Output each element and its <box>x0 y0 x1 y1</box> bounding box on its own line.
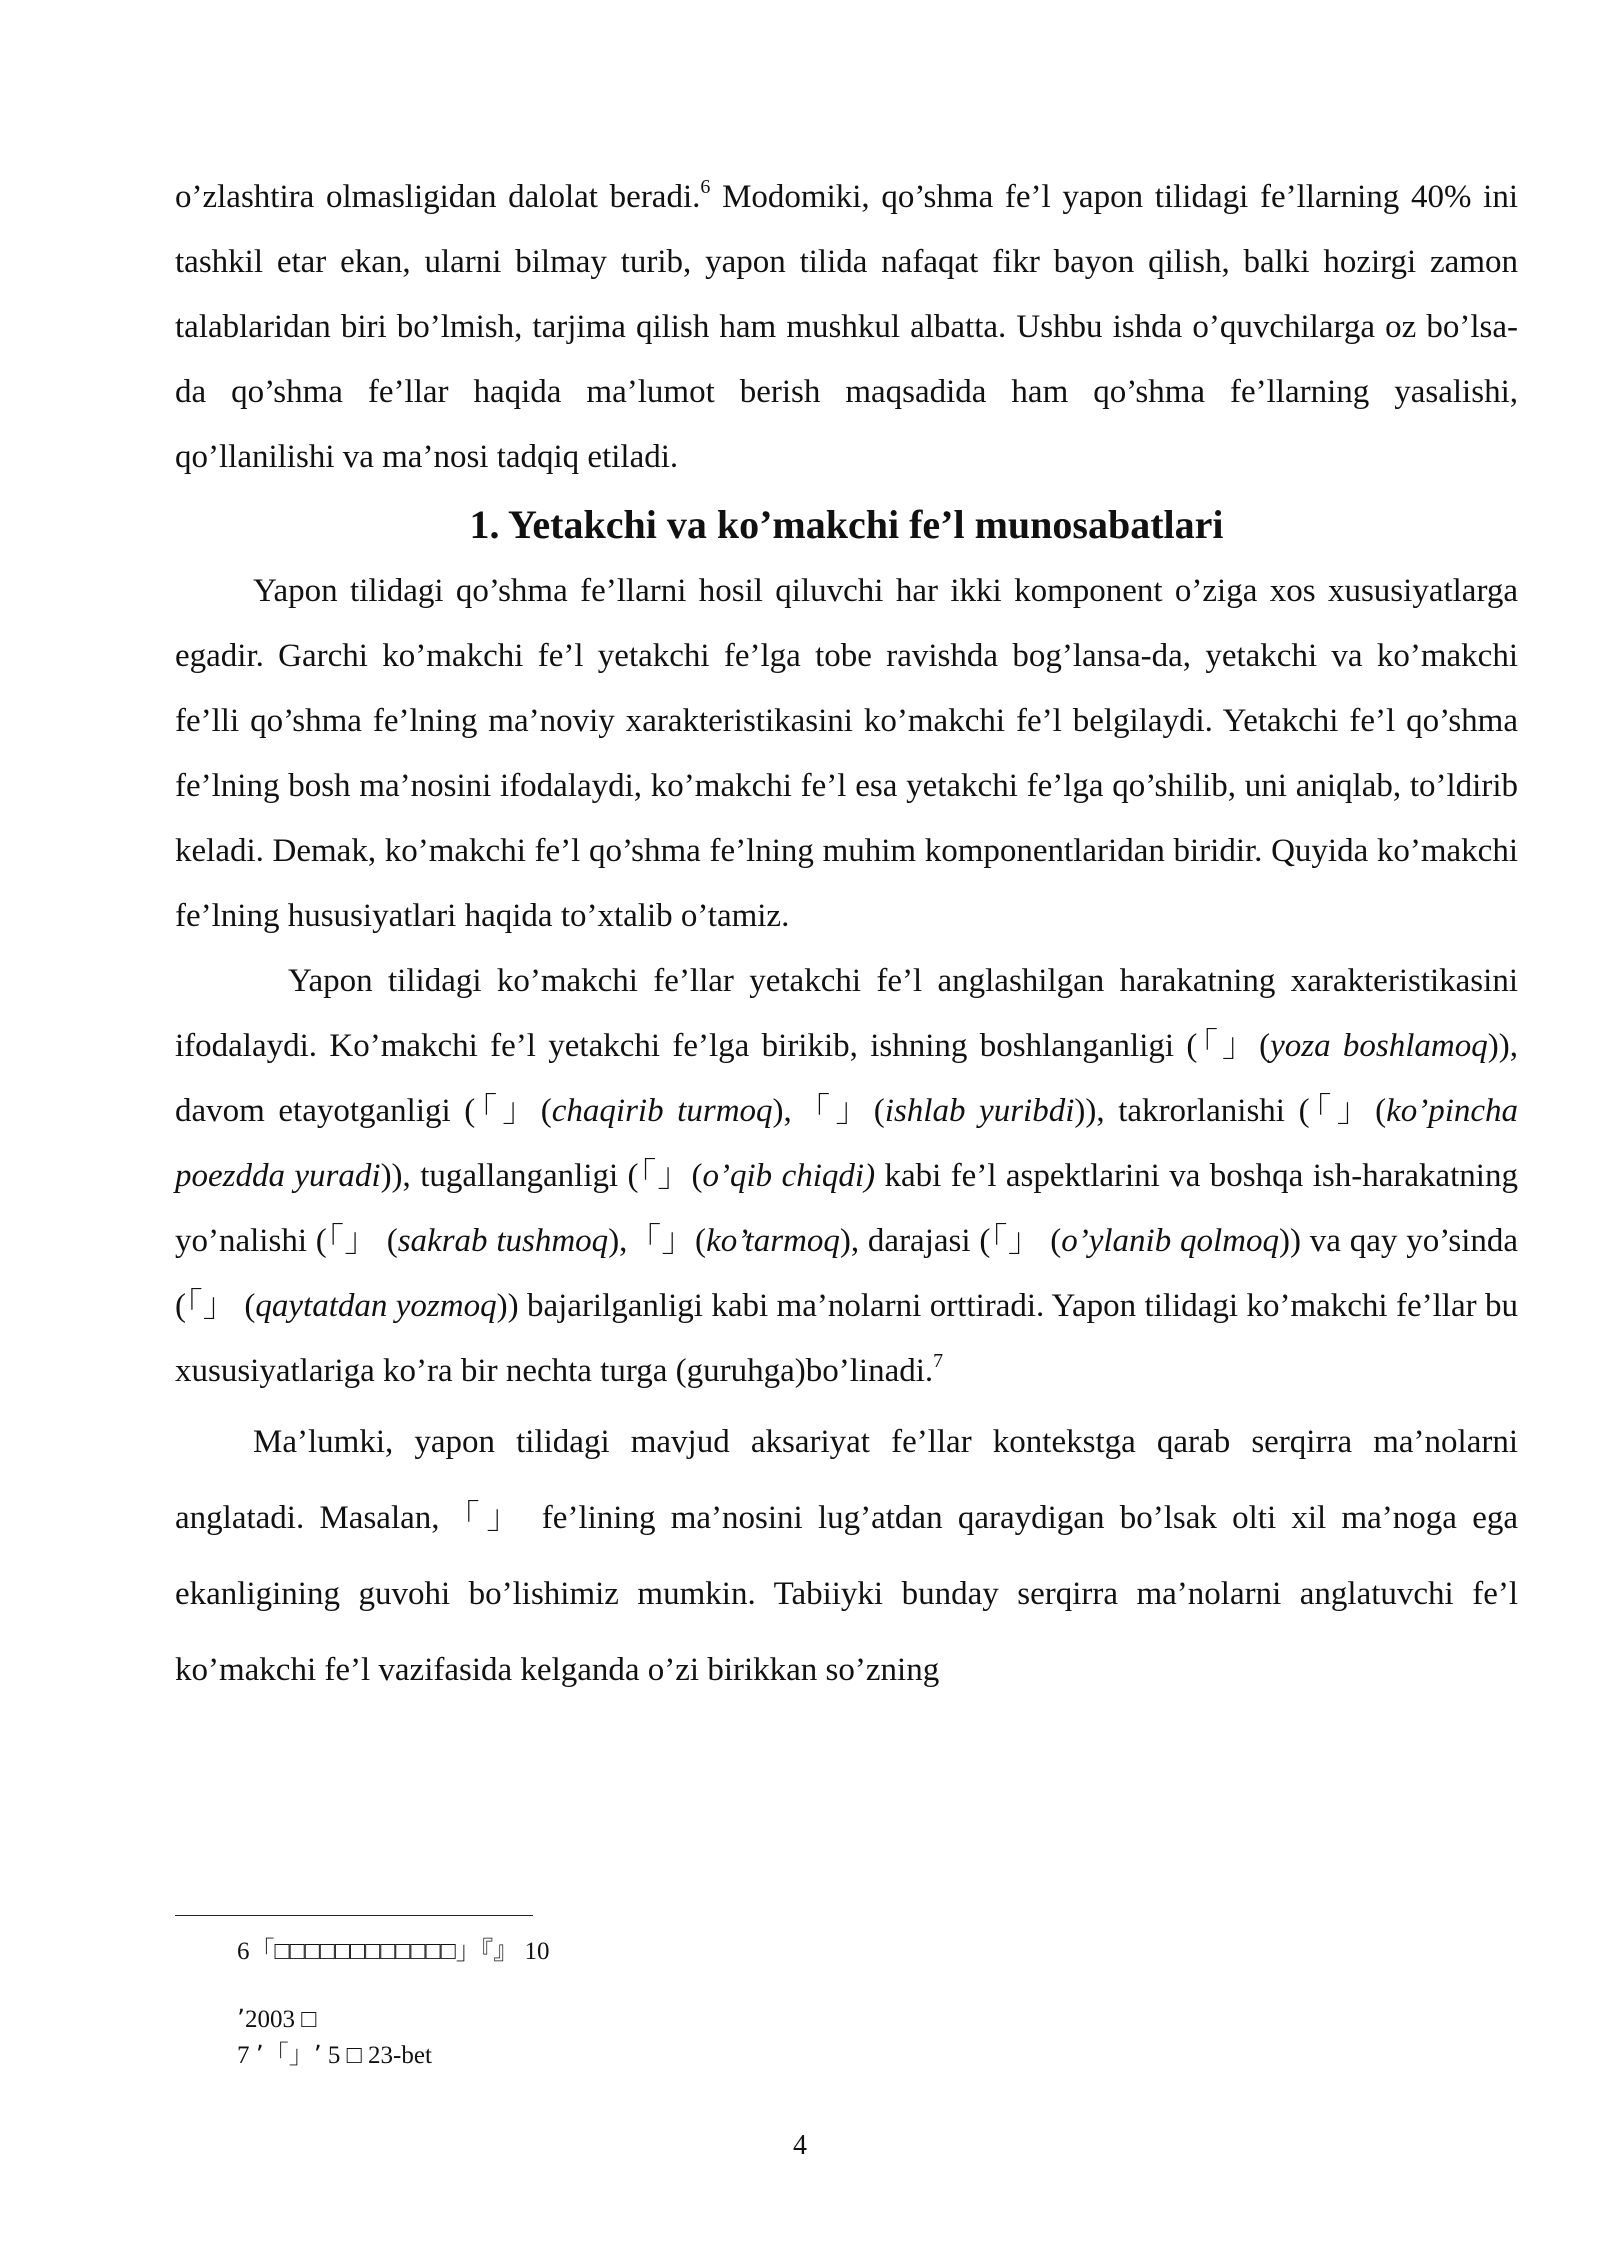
footnote-separator <box>175 1915 533 1916</box>
footnote-ref-7[interactable]: 7 <box>933 1350 944 1372</box>
page-body <box>175 165 1518 1708</box>
footnote-ref-6[interactable]: 6 <box>700 176 711 198</box>
section-heading: 1. Yetakchi va ko’makchi fe’l munosabatlari <box>469 502 1224 547</box>
footnote-6-continued: ٬2003 □ <box>237 2006 317 2033</box>
paragraph-3: Yapon tilidagi ko’makchi fe’llar yetakchi fe’l anglashilgan harakatning xarakteristikasini ifodalaydi. Ko’makchi fe’l yetakchi fe’lga birikib, ishning boshlanganligi (「」(yoza boshlamoq)), davom etayotganligi (「」(chaqirib turmoq),「」(ishlab yuribdi)), takrorlanishi (「」(ko’pincha poezdda yuradi)), tugallanganligi (「」(o’qib chiqdi) kabi fe’l aspektlarini va boshqa ish-harakatning yo’nalishi (「」 (sakrab tushmoq),「」(ko’tarmoq), darajasi (「」 (o’ylanib qolmoq)) va qay yo’sinda (「」 (qaytatdan yozmoq)) bajarilganligi kabi ma’nolarni orttiradi. Yapon tilidagi ko’makchi fe’llar bu xususiyatlariga ko’ra bir nechta turga (guruhga)bo’linadi.$^7$ <box>175 963 1519 1389</box>
footnote-7: 7 ٬「」٬ 5 □ 23-bet <box>237 2042 432 2069</box>
paragraph-4: Ma’lumki, yapon tilidagi mavjud aksariyat fe’llar kontekstga qarab serqirra ma’nolarni anglatadi. Masalan,「」 fe’lining ma’nosini lug’atdan qaraydigan bo’lsak olti xil ma’noga ega ekanligining guvohi bo’lishimiz mumkin. Tabiiyki bunday serqirra ma’nolarni anglatuvchi fe’l ko’makchi fe’l vazifasida kelganda o’zi birikkan so’zning <box>175 1424 1518 1688</box>
paragraph-2: Yapon tilidagi qo’shma fe’llarni hosil qiluvchi har ikki komponent o’ziga xos xususiyatlarga egadir. Garchi ko’makchi fe’l yetakchi fe’lga tobe ravishda bog’lansa-da, yetakchi va ko’makchi fe’lli qo’shma fe’lning ma’noviy xarakteristikasini ko’makchi fe’l belgilaydi. Yetakchi fe’l qo’shma fe’lning bosh ma’nosini ifodalaydi, ko’makchi fe’l esa yetakchi fe’lga qo’shilib, uni aniqlab, to’ldirib keladi. Demak, ko’makchi fe’l qo’shma fe’lning muhim komponentlaridan biridir. Quyida ko’makchi fe’lning hususiyatlari haqida to’xtalib o’tamiz. <box>175 573 1518 934</box>
page-number: 4 <box>793 2130 807 2161</box>
paragraph-1: o’zlashtira olmasligidan dalolat beradi.$^6$ Modomiki, qo’shma fe’l yapon tilidagi fe’llarning 40% ini tashkil etar ekan, ularni bilmay turib, yapon tilida nafaqat fikr bayon qilish, balki hozirgi zamon talablaridan biri bo’lmish, tarjima qilish ham mushkul albatta. Ushbu ishda o’quvchilarga oz bo’lsa-da qo’shma fe’llar haqida ma’lumot berish maqsadida ham qo’shma fe’llarning yasalishi, qo’llanilishi va ma’nosi tadqiq etiladi. <box>175 176 1518 475</box>
footnotes <box>175 1915 1518 2074</box>
footnote-6: 6「□□□□□□□□□□□□」『』 10 <box>237 1938 550 1965</box>
